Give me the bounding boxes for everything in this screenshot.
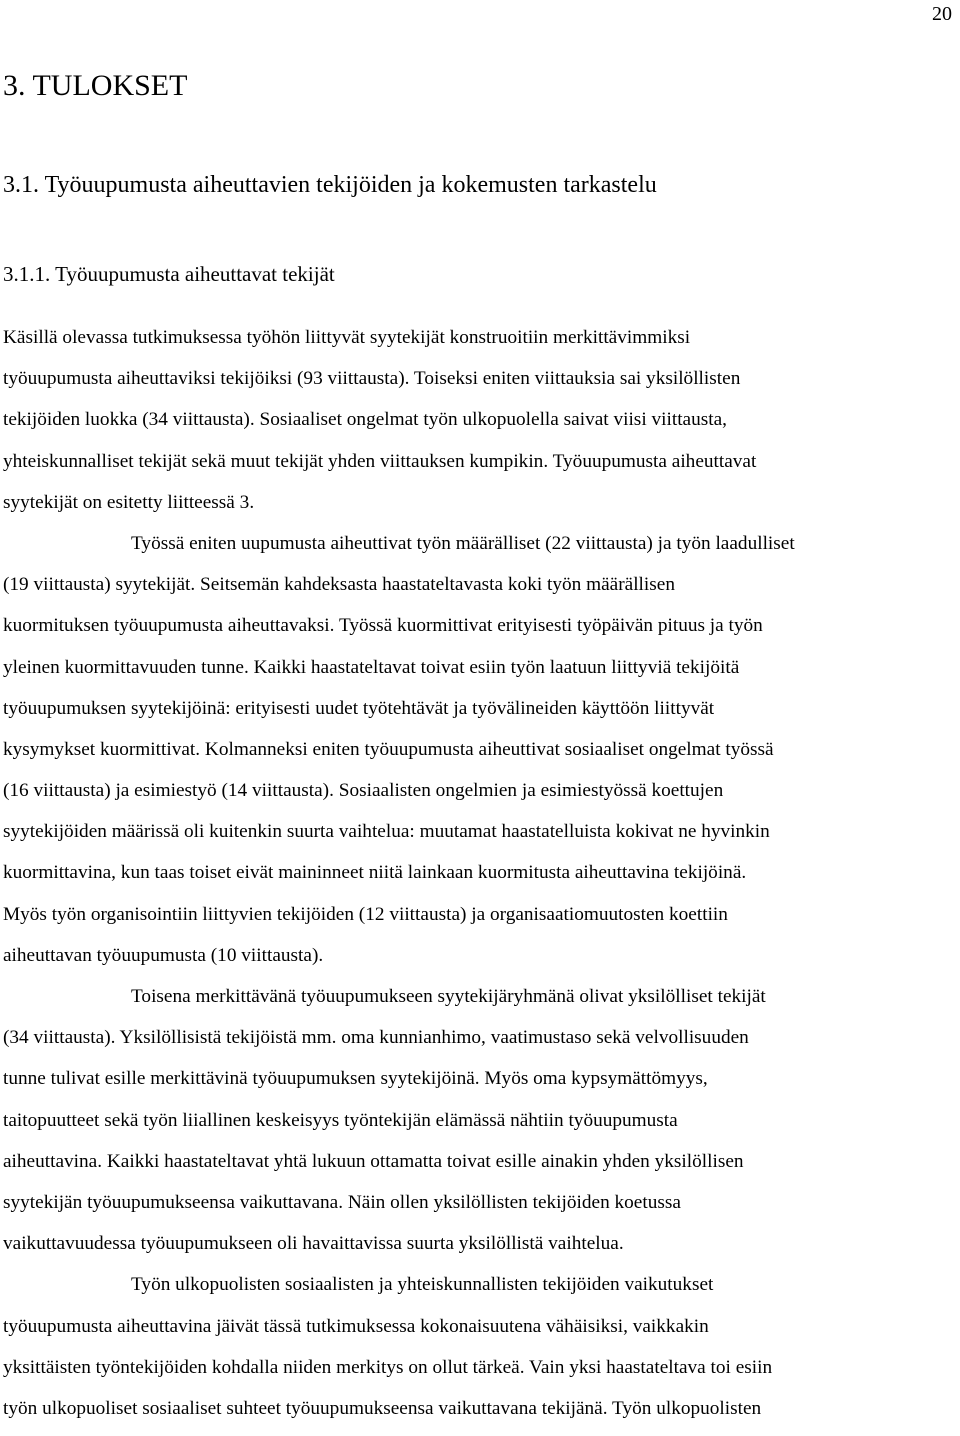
text-line: tunne tulivat esille merkittävinä työuupumuksen syytekijöinä. Myös oma kypsymättömyys, [3,1068,708,1090]
text-line: työuupumusta aiheuttavina jäivät tässä tutkimuksessa kokonaisuutena vähäisiksi, vaikkakin [3,1315,709,1337]
text-line: yhteiskunnalliset tekijät sekä muut tekijät yhden viittauksen kumpikin. Työuupumusta aiheuttavat [3,450,757,472]
text-line: kuormituksen työuupumusta aiheuttavaksi. Työssä kuormittivat erityisesti työpäivän pituus ja työn [3,615,763,637]
heading-section-3-1: 3.1. Työuupumusta aiheuttavien tekijöiden ja kokemusten tarkastelu [3,172,657,198]
text-line: syytekijän työuupumukseensa vaikuttavana. Näin ollen yksilöllisten tekijöiden koetussa [3,1191,681,1213]
heading-results: 3. TULOKSET [3,69,188,102]
text-line: vaikuttavuudessa työuupumukseen oli havaittavissa suurta yksilöllistä vaihtelua. [3,1233,624,1255]
text-line: (19 viittausta) syytekijät. Seitsemän kahdeksasta haastateltavasta koki työn määrällisen [3,574,675,596]
text-line: työuupumuksen syytekijöinä: erityisesti uudet työtehtävät ja työvälineiden käyttöön liittyvät [3,697,715,719]
text-line: (34 viittausta). Yksilöllisistä tekijöistä mm. oma kunnianhimo, vaatimustaso sekä velvollisuuden [3,1027,749,1049]
heading-section-3-1-1: 3.1.1. Työuupumusta aiheuttavat tekijät [3,262,335,286]
text-line: (16 viittausta) ja esimiestyö (14 viittausta). Sosiaalisten ongelmien ja esimiestyössä koettujen [3,780,724,802]
text-line: Työssä eniten uupumusta aiheuttivat työn määrälliset (22 viittausta) ja työn laadulliset [131,532,795,554]
text-line: kysymykset kuormittivat. Kolmanneksi eniten työuupumusta aiheuttivat sosiaaliset ongelmat työssä [3,738,774,760]
text-line: syytekijöiden määrissä oli kuitenkin suurta vaihtelua: muutamat haastatelluista kokivat ne hyvinkin [3,821,770,843]
text-line: syytekijät on esitetty liitteessä 3. [3,491,255,513]
text-line: taitopuutteet sekä työn liiallinen keskeisyys työntekijän elämässä nähtiin työuupumusta [3,1109,678,1131]
text-line: kuormittavina, kun taas toiset eivät maininneet niitä lainkaan kuormitusta aiheuttavina tekijöinä. [3,862,747,884]
page-number: 20 [932,3,952,25]
text-line: tekijöiden luokka (34 viittausta). Sosiaaliset ongelmat työn ulkopuolella saivat viisi viittausta, [3,409,727,431]
text-line: Myös työn organisointiin liittyvien tekijöiden (12 viittausta) ja organisaatiomuutosten koettiin [3,903,728,925]
body-text [3,324,958,1436]
text-line: Työn ulkopuolisten sosiaalisten ja yhteiskunnallisten tekijöiden vaikutukset [131,1274,714,1296]
text-line: aiheuttavina. Kaikki haastateltavat yhtä lukuun ottamatta toivat esille ainakin yhden yksilöllisen [3,1150,744,1172]
text-line: aiheuttavan työuupumusta (10 viittausta). [3,944,324,966]
text-line: Toisena merkittävänä työuupumukseen syytekijäryhmänä olivat yksilölliset tekijät [131,986,766,1007]
text-line: työn ulkopuoliset sosiaaliset suhteet työuupumukseensa vaikuttavana tekijänä. Työn ulkopuolisten [3,1397,762,1419]
text-line: Käsillä olevassa tutkimuksessa työhön liittyvät syytekijät konstruoitiin merkittävimmiksi [3,327,691,348]
text-line: yleinen kuormittavuuden tunne. Kaikki haastateltavat toivat esiin työn laatuun liittyviä tekijöitä [3,656,740,678]
text-line: yksittäisten työntekijöiden kohdalla niiden merkitys on ollut tärkeä. Vain yksi haastateltava toi esiin [3,1356,773,1378]
text-line: työuupumusta aiheuttaviksi tekijöiksi (93 viittausta). Toiseksi eniten viittauksia sai yksilöllisten [3,368,741,390]
